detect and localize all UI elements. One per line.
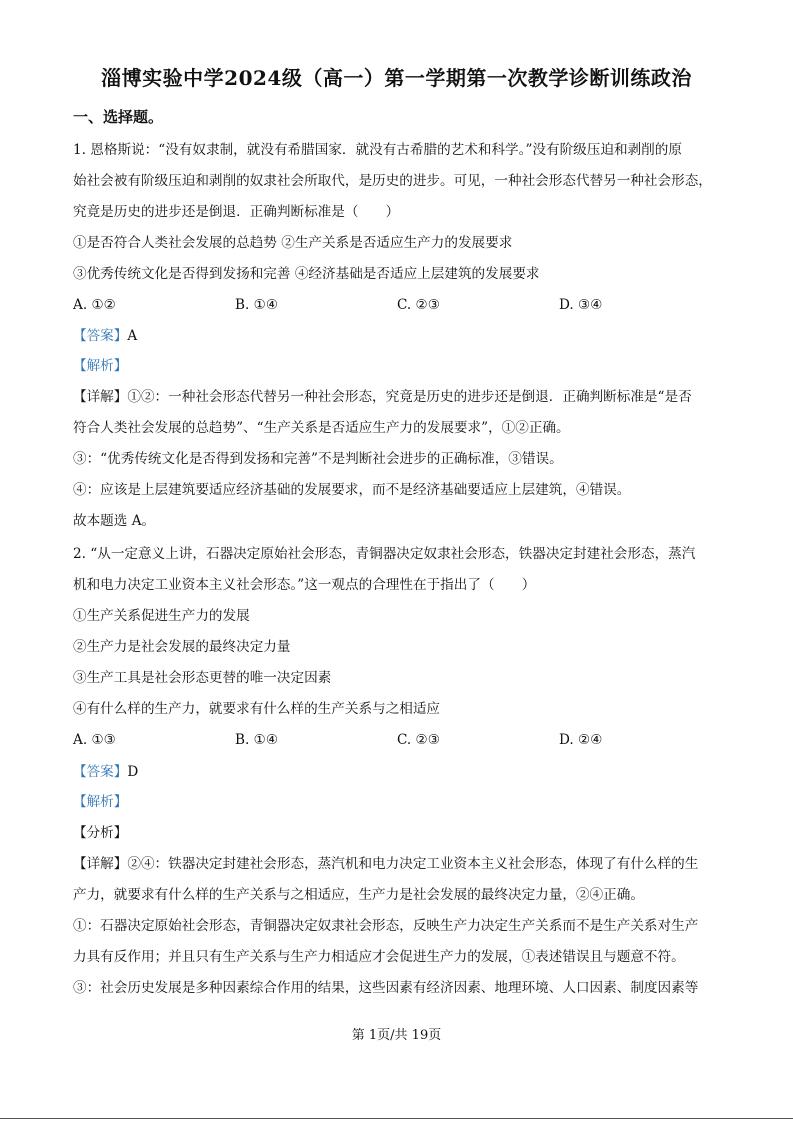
q1-answer-value: A bbox=[127, 328, 138, 344]
q2-detail-line-1: 【详解】②④：铁器决定封建社会形态，蒸汽机和电力决定工业资本主义社会形态，体现了有什么样的生 bbox=[73, 856, 699, 872]
q2-item-line-1: ①生产关系促进生产力的发展 bbox=[73, 608, 250, 624]
q2-option-d: D. ②④ bbox=[559, 732, 603, 748]
q2-detail-line-3: ①：石器决定原始社会形态，青铜器决定奴隶社会形态，反映生产力决定生产关系而不是生产关系对生产 bbox=[73, 918, 699, 934]
q2-analysis-tag: 【解析】 bbox=[73, 794, 128, 810]
q2-detail-line-2: 产力，就要求有什么样的生产关系与之相适应，生产力是社会发展的最终决定力量，②④正确。 bbox=[73, 887, 644, 903]
q1-item-line-2: ③优秀传统文化是否得到发扬和完善 ④经济基础是否适应上层建筑的发展要求 bbox=[73, 266, 540, 282]
q2-item-line-3: ③生产工具是社会形态更替的唯一决定因素 bbox=[73, 670, 332, 686]
q1-detail-line-4: ④：应该是上层建筑要适应经济基础的发展要求，而不是经济基础要适应上层建筑，④错误。 bbox=[73, 482, 631, 498]
q2-answer-value: D bbox=[127, 764, 139, 780]
q2-option-c: C. ②③ bbox=[397, 732, 440, 748]
q1-stem-line-1: 1. 恩格斯说：“没有奴隶制，就没有希腊国家．就没有古希腊的艺术和科学。”没有阶级压迫和剥削的原 bbox=[73, 142, 682, 158]
section-heading: 一、选择题。 bbox=[73, 108, 164, 126]
page-bottom-rule bbox=[0, 1118, 793, 1119]
page-footer: 第 1页/共 19页 bbox=[351, 1028, 442, 1043]
q1-answer-line bbox=[73, 326, 733, 346]
q2-answer-tag: 【答案】 bbox=[73, 764, 128, 780]
q1-detail-line-3: ③：“优秀传统文化是否得到发扬和完善”不是判断社会进步的正确标准，③错误。 bbox=[73, 451, 563, 467]
q2-detail-line-5: ③：社会历史发展是多种因素综合作用的结果，这些因素有经济因素、地理环境、人口因素、制度因素等 bbox=[73, 980, 699, 996]
q1-answer-tag: 【答案】 bbox=[73, 328, 128, 344]
q1-option-d: D. ③④ bbox=[559, 297, 603, 313]
q2-item-line-2: ②生产力是社会发展的最终决定力量 bbox=[73, 639, 291, 655]
q2-answer-line bbox=[73, 762, 733, 782]
q1-detail-line-2: 符合人类社会发展的总趋势”、“生产关系是否适应生产力的发展要求”，①②正确。 bbox=[73, 420, 570, 436]
q2-item-line-4: ④有什么样的生产力，就要求有什么样的生产关系与之相适应 bbox=[73, 701, 441, 717]
q2-detail-line-4: 力具有反作用；并且只有生产关系与生产力相适应才会促进生产力的发展，①表述错误且与题意不符。 bbox=[73, 949, 685, 965]
q1-item-line-1: ①是否符合人类社会发展的总趋势 ②生产关系是否适应生产力的发展要求 bbox=[73, 235, 513, 251]
q2-stem-line-2: 机和电力决定工业资本主义社会形态。”这一观点的合理性在于指出了（ ） bbox=[73, 577, 536, 593]
q2-fenxi-tag: 【分析】 bbox=[73, 825, 128, 841]
page-title: 淄博实验中学2024级（高一）第一学期第一次教学诊断训练政治 bbox=[101, 66, 692, 90]
q1-stem-line-3: 究竟是历史的进步还是倒退．正确判断标准是（ ） bbox=[73, 204, 400, 220]
q2-option-a: A. ①③ bbox=[73, 732, 116, 748]
q2-option-b: B. ①④ bbox=[235, 732, 279, 748]
q2-stem-line-1: 2. “从一定意义上讲，石器决定原始社会形态，青铜器决定奴隶社会形态，铁器决定封建社会形态，蒸汽 bbox=[73, 546, 696, 562]
q1-conclusion: 故本题选 A。 bbox=[73, 513, 156, 529]
q1-option-c: C. ②③ bbox=[397, 297, 440, 313]
q1-option-a: A. ①② bbox=[73, 297, 116, 313]
q1-detail-line-1: 【详解】①②：一种社会形态代替另一种社会形态，究竟是历史的进步还是倒退．正确判断标准是“是否 bbox=[73, 389, 692, 405]
q1-option-b: B. ①④ bbox=[235, 297, 279, 313]
q1-analysis-tag: 【解析】 bbox=[73, 358, 128, 374]
q1-stem-line-2: 始社会被有阶级压迫和剥削的奴隶社会所取代，是历史的进步。可见，一种社会形态代替另一种社会形态， bbox=[73, 173, 712, 189]
